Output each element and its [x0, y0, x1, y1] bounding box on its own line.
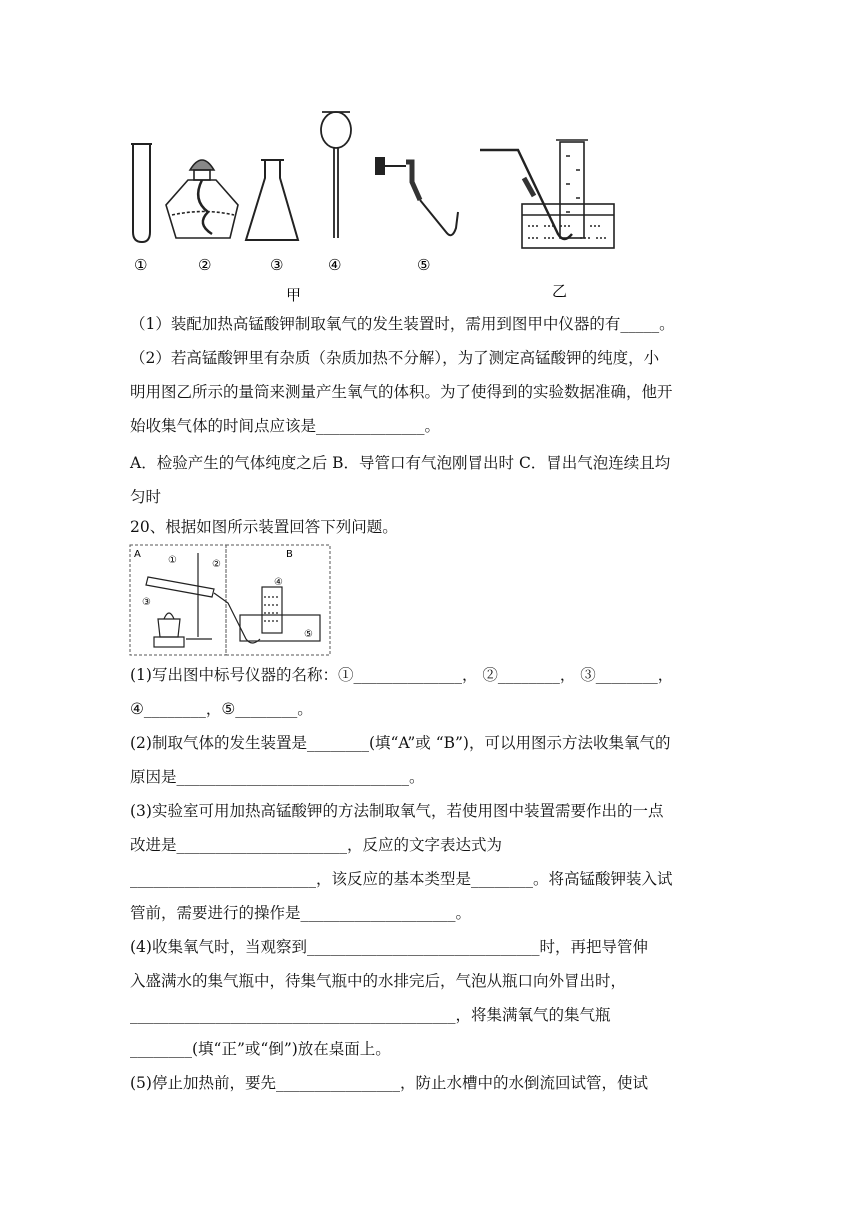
question-text-line: (4)收集氧气时，当观察到______________________________时，再把导管伸 — [130, 938, 648, 956]
question-text-line: (2)制取气体的发生装置是________(填“A”或 “B”)，可以用图示方法收集氧气的 — [130, 734, 671, 752]
figure-apparatus-jia-yi — [120, 100, 640, 310]
question-text-line: 改进是______________________，反应的文字表达式为 — [130, 836, 503, 854]
figure2-label-a: A — [134, 549, 141, 560]
question-text-line: ________(填“正”或“倒”)放在桌面上。 — [130, 1040, 391, 1058]
figure1-label-1: ① — [134, 256, 148, 274]
figure-apparatus-a-b — [128, 543, 332, 657]
conical-flask-drawing — [246, 160, 298, 240]
trough-cylinder-drawing — [480, 140, 614, 248]
figure2-label-b: B — [286, 549, 293, 560]
question-heading: 20、根据如图所示装置回答下列问题。 — [130, 518, 398, 536]
long-neck-funnel-drawing — [321, 112, 351, 238]
question-text-line: 明用图乙所示的量筒来测量产生氧气的体积。为了使得到的实验数据准确，他开 — [130, 383, 673, 401]
question-text-line: 始收集气体的时间点应该是______________。 — [130, 417, 441, 435]
figure1-label-4: ④ — [328, 256, 342, 274]
figure2-num-3: ③ — [142, 597, 151, 608]
figure1-label-5: ⑤ — [417, 256, 431, 274]
caption-yi: 乙 — [552, 282, 568, 300]
figure2-num-4: ④ — [274, 577, 283, 588]
figure1-label-2: ② — [198, 256, 212, 274]
question-text-line: ________________________，该反应的基本类型是________。将高锰酸钾装入试 — [130, 870, 673, 888]
caption-jia: 甲 — [286, 286, 302, 304]
question-text-line: 原因是______________________________。 — [130, 768, 425, 786]
figure1-label-3: ③ — [270, 256, 284, 274]
figure2-num-2: ② — [212, 559, 221, 570]
option-text-line: A．检验产生的气体纯度之后 B．导管口有气泡刚冒出时 C．冒出气泡连续且均 — [130, 454, 671, 472]
test-tube-drawing — [131, 144, 152, 242]
question-text-line: (1)写出图中标号仪器的名称：①______________， ②________， ③________， — [130, 666, 674, 684]
question-text-line: __________________________________________，将集满氧气的集气瓶 — [130, 1006, 611, 1024]
question-text-line: 入盛满水的集气瓶中，待集气瓶中的水排完后，气泡从瓶口向外冒出时， — [130, 972, 627, 990]
question-text-line: (3)实验室可用加热高锰酸钾的方法制取氧气，若使用图中装置需要作出的一点 — [130, 802, 664, 820]
question-text-line: 管前，需要进行的操作是____________________。 — [130, 904, 472, 922]
option-text-line: 匀时 — [130, 488, 162, 506]
apparatus-a-drawing — [146, 553, 260, 647]
figure2-num-1: ① — [168, 555, 177, 566]
stopper-tube-drawing — [376, 158, 458, 235]
question-text-line: ④________，⑤________。 — [130, 700, 313, 718]
question-text-line: (5)停止加热前，要先________________，防止水槽中的水倒流回试管，使试 — [130, 1074, 648, 1092]
question-text-line: （1）装配加热高锰酸钾制取氧气的发生装置时，需用到图甲中仪器的有_____。 — [130, 315, 675, 333]
alcohol-lamp-drawing — [166, 160, 238, 238]
question-text-line: （2）若高锰酸钾里有杂质（杂质加热不分解），为了测定高锰酸钾的纯度，小 — [130, 349, 660, 367]
figure2-num-5: ⑤ — [304, 629, 313, 640]
